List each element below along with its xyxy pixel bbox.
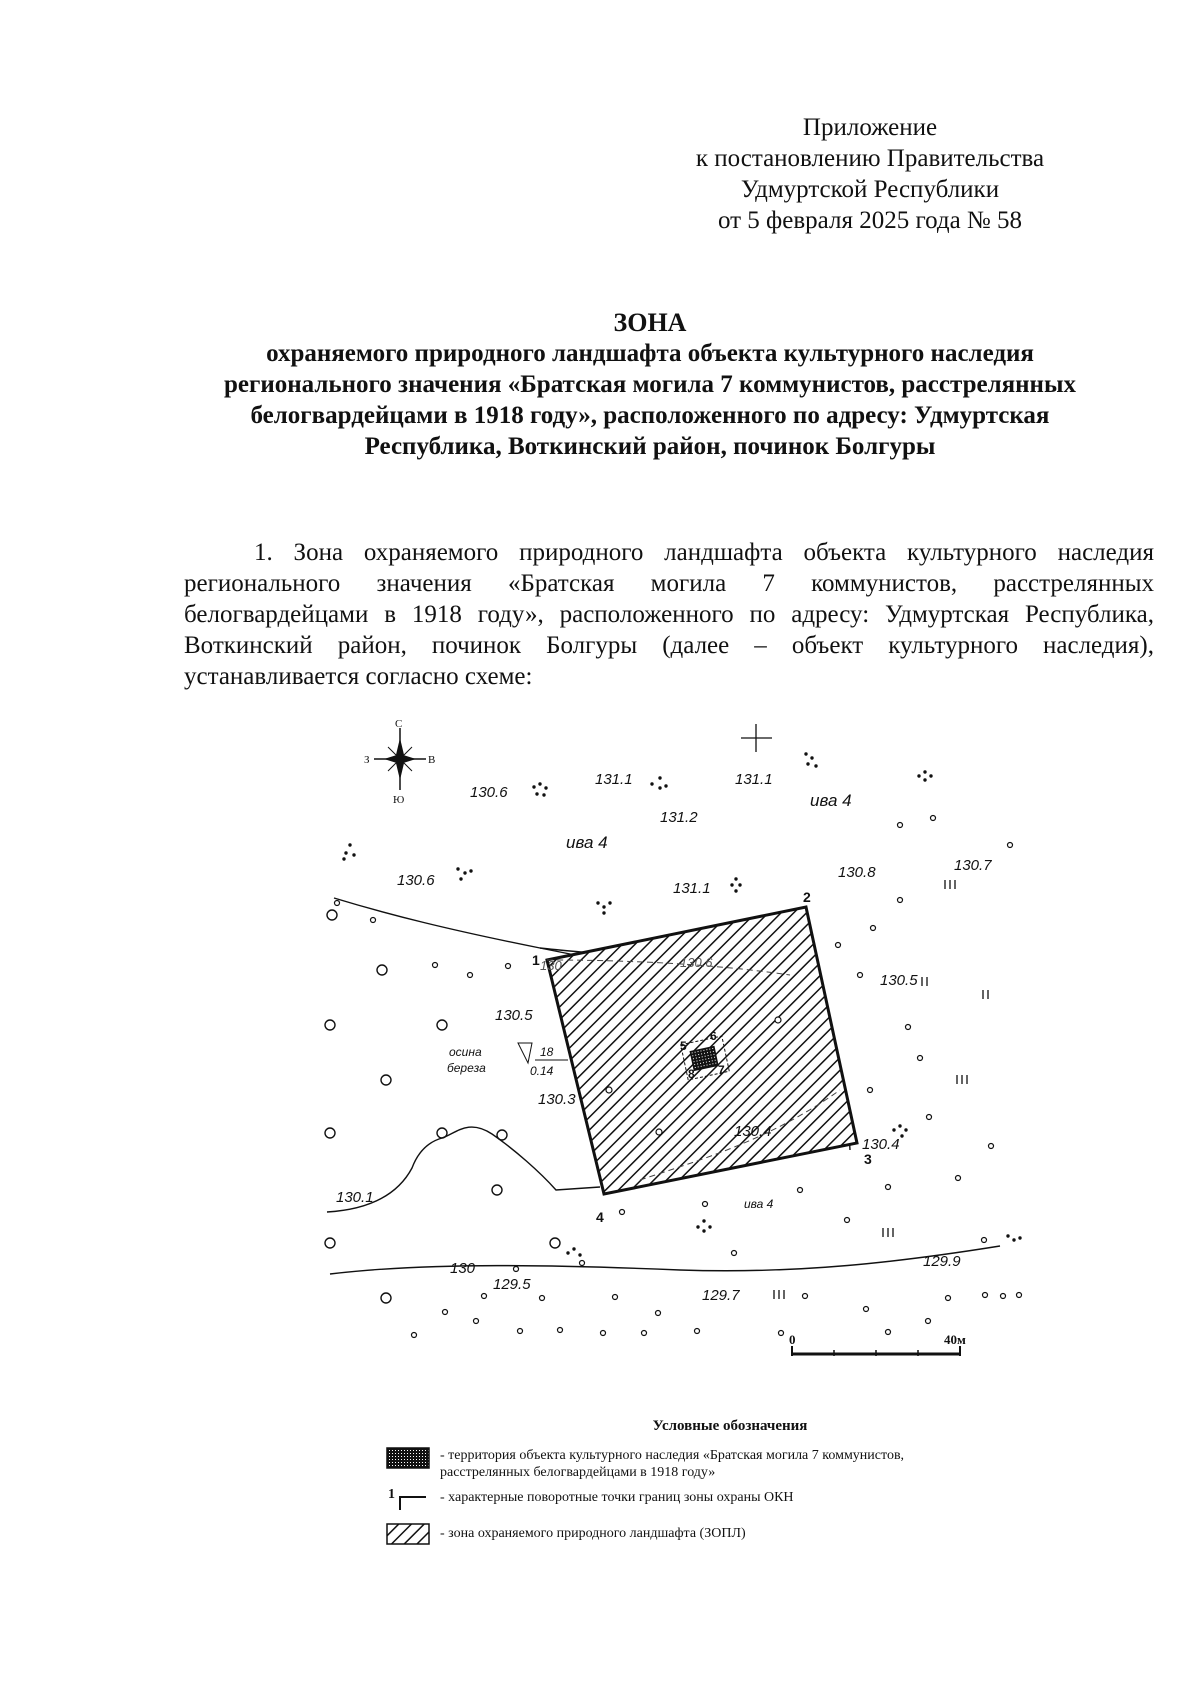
vegetation-label: ива 4 bbox=[744, 1197, 774, 1211]
elevation-label: 130.7 bbox=[954, 857, 992, 874]
appendix-line: от 5 февраля 2025 года № 58 bbox=[717, 207, 1023, 234]
elevation-label: 130.1 bbox=[336, 1189, 374, 1206]
elevation-label: 130.5 bbox=[495, 1007, 533, 1024]
title-line: Республика, Воткинский район, починок Болгуры bbox=[364, 433, 936, 460]
tree-species-label: осина bbox=[449, 1045, 482, 1059]
tree-symbol-icon bbox=[518, 1043, 532, 1063]
elevation-label: 130.3 bbox=[538, 1091, 576, 1108]
scale-bar bbox=[789, 1332, 966, 1356]
elevation-label: 130.4 bbox=[862, 1136, 900, 1153]
title-line: белогвардейцами в 1918 году», расположенного по адресу: Удмуртская bbox=[250, 402, 1050, 429]
vegetation-label: ива 4 bbox=[810, 791, 852, 810]
elevation-label: 131.1 bbox=[673, 880, 711, 897]
heritage-territory-swatch-icon bbox=[386, 1447, 430, 1469]
legend-item bbox=[380, 1483, 1000, 1521]
elevation-label: 130 bbox=[450, 1260, 476, 1277]
tree-species-label: береза bbox=[447, 1061, 486, 1075]
turning-point-label: 7 bbox=[718, 1063, 725, 1077]
elevation-label: 130.5 bbox=[880, 972, 918, 989]
compass-east-label: В bbox=[428, 754, 436, 766]
elevation-label: 130.4 bbox=[734, 1123, 772, 1140]
appendix-header bbox=[640, 112, 1100, 236]
zopl-zone-swatch-icon bbox=[386, 1523, 430, 1545]
elevation-label: 129.5 bbox=[493, 1276, 531, 1293]
turning-point-label: 2 bbox=[803, 889, 811, 905]
title-line: охраняемого природного ландшафта объекта культурного наследия bbox=[266, 340, 1034, 367]
body-paragraph: 1. Зона охраняемого природного ландшафта объекта культурного наследия регионального значения «Братская могила 7 коммунистов, расстрелянных белогвардейцами в 1918 году», расположенного по адресу: Удмуртская Республика, Воткинский район, починок Болгуры (далее – объект культурного наследия), устанавливается согласно схеме: bbox=[184, 539, 1154, 690]
tree-annotation bbox=[447, 1043, 568, 1078]
turning-point-icon bbox=[386, 1485, 430, 1511]
compass-north-label: С bbox=[395, 718, 403, 730]
title-line: регионального значения «Братская могила 7 коммунистов, расстрелянных bbox=[224, 371, 1076, 398]
map-legend bbox=[380, 1418, 1000, 1559]
turning-point-label: 8 bbox=[688, 1067, 695, 1081]
elevation-label: 130.6 bbox=[470, 784, 508, 801]
elevation-label: 131.2 bbox=[660, 809, 698, 826]
survey-cross-icon bbox=[741, 724, 772, 752]
turning-point-label: 4 bbox=[596, 1209, 604, 1225]
legend-item bbox=[380, 1521, 1000, 1559]
compass-west-label: З bbox=[364, 754, 370, 766]
elevation-label: 130.6 bbox=[397, 872, 435, 889]
title-head: ЗОНА bbox=[613, 308, 687, 337]
appendix-line: Приложение bbox=[802, 114, 938, 141]
document-title bbox=[160, 307, 1140, 462]
legend-point-number: 1 bbox=[388, 1487, 395, 1502]
appendix-line: к постановлению Правительства bbox=[695, 145, 1045, 172]
legend-text: - зона охраняемого природного ландшафта (ЗОПЛ) bbox=[440, 1526, 746, 1541]
legend-text: - характерные поворотные точки границ зоны охраны ОКН bbox=[440, 1490, 794, 1505]
elevation-label: 129.7 bbox=[702, 1287, 740, 1304]
scale-end-label: 40м bbox=[944, 1332, 966, 1347]
tree-count-label: 18 bbox=[540, 1045, 554, 1059]
tree-diameter-label: 0.14 bbox=[530, 1064, 554, 1078]
elevation-label: 129.9 bbox=[923, 1253, 961, 1270]
legend-title: Условные обозначения bbox=[652, 1418, 808, 1434]
vegetation-label: ива 4 bbox=[566, 833, 608, 852]
site-scheme-map bbox=[0, 690, 1200, 1410]
tree-markers bbox=[325, 910, 560, 1303]
compass-south-label: Ю bbox=[393, 794, 405, 806]
elevation-label: 131.1 bbox=[735, 771, 773, 788]
elevation-label: 130 bbox=[540, 958, 562, 973]
elevation-label: 131.1 bbox=[595, 771, 633, 788]
elevation-label: 130.8 bbox=[838, 864, 876, 881]
turning-point-label: 5 bbox=[680, 1039, 687, 1053]
turning-point-label: 3 bbox=[864, 1151, 872, 1167]
appendix-line: Удмуртской Республики bbox=[740, 176, 1000, 203]
legend-text: - территория объекта культурного наследия «Братская могила 7 коммунистов, расстрелянных белогвардейцами в 1918 году» bbox=[440, 1448, 905, 1480]
turning-point-label: 6 bbox=[710, 1029, 717, 1043]
elevation-label: 130.6 bbox=[680, 955, 713, 970]
turning-point-label: 1 bbox=[532, 952, 540, 968]
legend-item bbox=[380, 1445, 1000, 1483]
compass-rose-icon bbox=[364, 718, 435, 806]
scale-zero-label: 0 bbox=[789, 1332, 796, 1347]
